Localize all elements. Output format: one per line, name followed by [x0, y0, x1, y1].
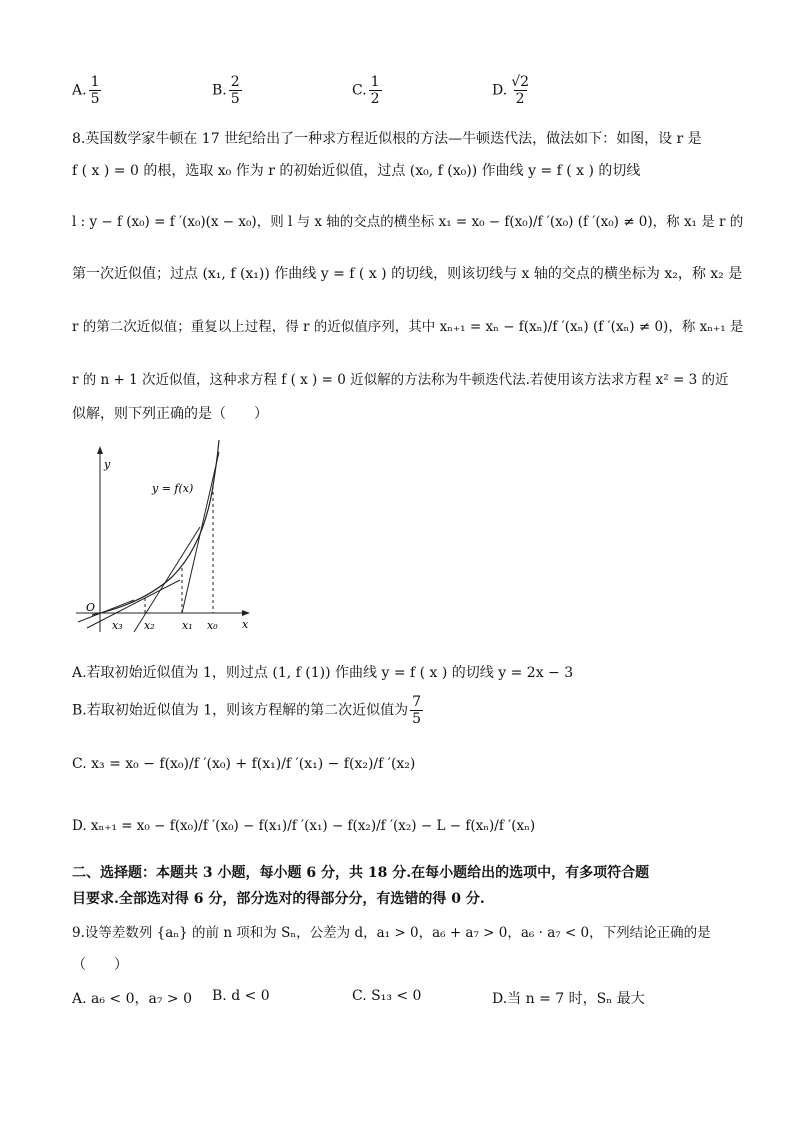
q7-option-a: A. $\frac{1}{5}$: [72, 74, 100, 108]
q8-option-d: D. xₙ₊₁ = x₀ − f(x₀)/f ′(x₀) − f(x₁)/f ′(x₁) − f(x₂)/f ′(x₂) − L − f(xₙ)/f ′(xₙ): [72, 818, 536, 834]
y-axis-label: y: [104, 458, 111, 471]
q7-option-d: D. $\frac{√2}{2}$: [492, 74, 530, 108]
q8-option-b-num: 7: [412, 694, 422, 710]
section2-heading-line2: 目要求.全部选对得 6 分，部分选对的得部分分，有选错的得 0 分.: [72, 891, 485, 907]
q8-option-a: A.若取初始近似值为 1，则过点 (1, f (1)) 作曲线 y = f ( x ) 的切线 y = 2x − 3: [72, 665, 574, 681]
tick-x2: x₂: [144, 619, 155, 632]
q8-option-b: [72, 694, 425, 727]
tangent-at-x2: [87, 580, 180, 628]
x-axis-label: x: [242, 618, 249, 631]
q8-line-2: f ( x ) = 0 的根，选取 x₀ 作为 r 的初始近似值，过点 (x₀, f (x₀)) 作曲线 y = f ( x ) 的切线: [72, 163, 641, 179]
q8-line-3: l : y − f (x₀) = f ′(x₀)(x − x₀)，则 l 与 x 轴的交点的横坐标 x₁ = x₀ − f(x₀)/f ′(x₀) (f ′(x₀) ≠ 0)，称 x₁ 是 r 的: [72, 214, 744, 230]
tick-x1: x₁: [182, 619, 193, 632]
tick-x3: x₃: [112, 619, 123, 632]
q8-line-1: 8.英国数学家牛顿在 17 世纪给出了一种求方程近似根的方法—牛顿迭代法，做法如下：如图，设 r 是: [72, 131, 702, 147]
y-axis-arrow: [97, 446, 103, 454]
q9-option-d: D.当 n = 7 时，Sₙ 最大: [492, 991, 645, 1007]
q9-option-c: C. S₁₃ < 0: [352, 988, 422, 1004]
newton-method-graph: [72, 432, 262, 642]
q8-line-4: 第一次近似值；过点 (x₁, f (x₁)) 作曲线 y = f ( x ) 的切线，则该切线与 x 轴的交点的横坐标为 x₂，称 x₂ 是: [72, 266, 743, 282]
q9-line-2: （ ）: [72, 957, 128, 973]
q9-option-a: A. a₆ < 0，a₇ > 0: [72, 991, 193, 1007]
q7-option-b: B. $\frac{2}{5}$: [212, 74, 240, 108]
q8-option-b-text: B.若取初始近似值为 1，则该方程解的第二次近似值为: [72, 702, 409, 719]
q8-option-c: C. x₃ = x₀ − f(x₀)/f ′(x₀) + f(x₁)/f ′(x₁) − f(x₂)/f ′(x₂): [72, 756, 416, 772]
section2-heading-line1: 二、选择题：本题共 3 小题，每小题 6 分，共 18 分.在每小题给出的选项中，有多项符合题: [72, 865, 650, 881]
tick-x0: x₀: [207, 619, 218, 632]
q7-option-c: C. $\frac{1}{2}$: [352, 74, 380, 108]
q9-line-1: 9.设等差数列 {aₙ} 的前 n 项和为 Sₙ，公差为 d，a₁ > 0，a₆ + a₇ > 0，a₆ · a₇ < 0，下列结论正确的是: [72, 925, 711, 941]
origin-label: O: [86, 601, 96, 614]
q8-line-6: r 的 n + 1 次近似值，这种求方程 f ( x ) = 0 近似解的方法称为牛顿迭代法.若使用该方法求方程 x² = 3 的近: [72, 372, 729, 388]
curve-label: y = f(x): [152, 482, 194, 495]
q8-line-7: 似解，则下列正确的是（ ）: [72, 406, 268, 422]
q8-line-5: r 的第二次近似值；重复以上过程，得 r 的近似值序列，其中 xₙ₊₁ = xₙ − f(xₙ)/f ′(xₙ) (f ′(xₙ) ≠ 0)，称 xₙ₊₁ 是: [72, 319, 744, 335]
q8-option-b-den: 5: [412, 711, 422, 728]
q9-option-b: B. d < 0: [212, 988, 270, 1004]
x-axis-arrow: [242, 610, 250, 616]
